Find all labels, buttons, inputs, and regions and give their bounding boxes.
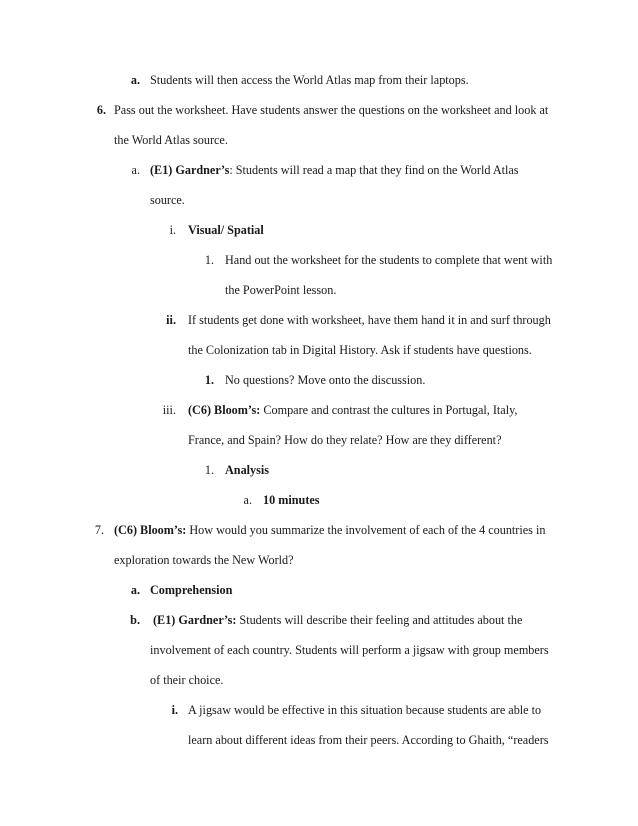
list-item-text: learn about different ideas from their peers. According to Ghaith, “readers <box>188 733 549 747</box>
list-marker: 7. <box>94 523 104 537</box>
list-marker: 1. <box>204 463 214 477</box>
bold-label: Analysis <box>225 463 270 477</box>
list-marker: i. <box>171 703 178 717</box>
bold-label: 10 minutes <box>263 493 320 507</box>
list-marker: 1. <box>204 253 214 267</box>
list-item-text: France, and Spain? How do they relate? How are they different? <box>188 433 502 447</box>
bold-label: (E1) Gardner’s <box>150 163 230 177</box>
list-marker: ii. <box>166 313 176 327</box>
list-marker: 6. <box>96 103 106 117</box>
list-marker: a. <box>130 583 140 597</box>
list-item-text: involvement of each country. Students will perform a jigsaw with group members <box>150 643 549 657</box>
list-item-text: (C6) Bloom’s: Compare and contrast the cultures in Portugal, Italy, <box>188 403 518 417</box>
list-item-text: of their choice. <box>150 673 224 687</box>
bold-label: Visual/ Spatial <box>188 223 264 237</box>
list-item-text: Students will then access the World Atlas map from their laptops. <box>150 73 469 87</box>
list-marker: a. <box>131 163 140 177</box>
list-item-text: the World Atlas source. <box>114 133 228 147</box>
list-item-text: (E1) Gardner’s: Students will read a map that they find on the World Atlas <box>150 163 519 177</box>
bold-label: (E1) Gardner’s: <box>153 613 237 627</box>
list-item-text: If students get done with worksheet, have them hand it in and surf through <box>188 313 551 327</box>
list-item-text: No questions? Move onto the discussion. <box>225 373 426 387</box>
list-item-text: source. <box>150 193 185 207</box>
list-marker: a. <box>243 493 252 507</box>
list-item-text: the Colonization tab in Digital History. Ask if students have questions. <box>188 343 532 357</box>
list-item-text: (E1) Gardner’s: Students will describe their feeling and attitudes about the <box>153 613 523 627</box>
list-item-text: Pass out the worksheet. Have students answer the questions on the worksheet and look at <box>114 103 549 117</box>
list-item-text: A jigsaw would be effective in this situation because students are able to <box>188 703 542 717</box>
list-item-text: (C6) Bloom’s: How would you summarize the involvement of each of the 4 countries in <box>114 523 546 537</box>
list-item-text: the PowerPoint lesson. <box>225 283 337 297</box>
list-marker: iii. <box>162 403 176 417</box>
bold-label: (C6) Bloom’s: <box>188 403 261 417</box>
list-item-text: exploration towards the New World? <box>114 553 294 567</box>
list-marker: a. <box>130 73 140 87</box>
list-item-text: Hand out the worksheet for the students to complete that went with <box>225 253 553 267</box>
bold-label: Comprehension <box>150 583 233 597</box>
list-marker: i. <box>169 223 176 237</box>
list-marker: 1. <box>204 373 214 387</box>
list-marker: b. <box>130 613 140 627</box>
bold-label: (C6) Bloom’s: <box>114 523 187 537</box>
